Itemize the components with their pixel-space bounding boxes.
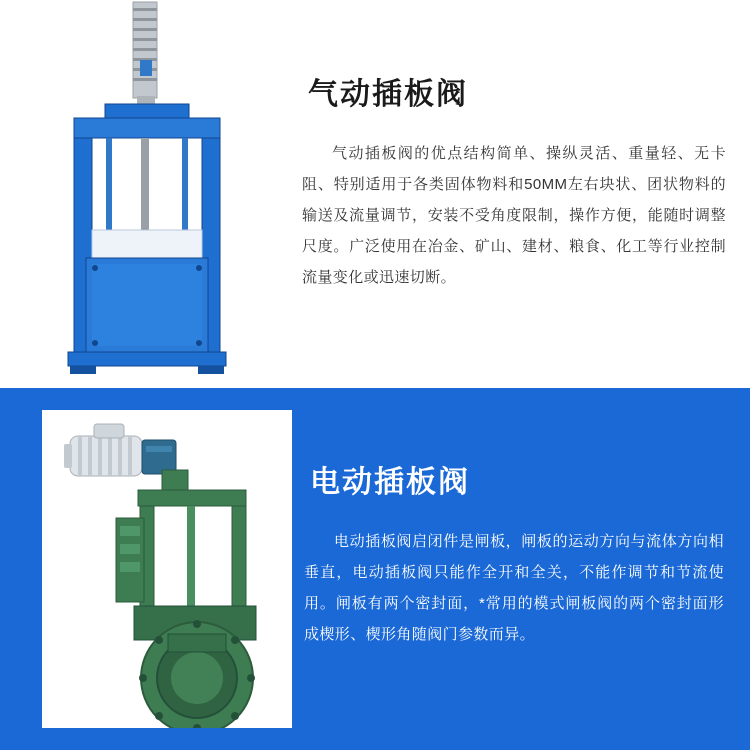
electric-valve-photo-card <box>42 410 292 728</box>
electric-valve-text <box>300 388 750 750</box>
electric-valve-illustration <box>42 410 292 728</box>
pneumatic-valve-text <box>290 0 750 388</box>
electric-valve-description: 电动插板阀启闭件是闸板，闸板的运动方向与流体方向相垂直，电动插板阀只能作全开和全关，不能作调节和节流使用。闸板有两个密封面，*常用的模式闸板阀的两个密封面形成楔形、楔形角随阀门参数而异。 <box>304 533 724 643</box>
pneumatic-valve-title: 气动插板阀 <box>308 78 468 111</box>
pneumatic-valve-image <box>0 0 290 388</box>
pneumatic-valve-description: 气动插板阀的优点结构简单、操纵灵活、重量轻、无卡阻、特别适用于各类固体物料和50MM左右块状、团状物料的输送及流量调节，安装不受角度限制，操作方便，能随时调整尺度。广泛使用在冶金、矿山、建材、粮食、化工等行业控制流量变化或迅速切断。 <box>302 145 726 286</box>
electric-valve-image <box>0 388 300 750</box>
section-electric-valve <box>0 388 750 750</box>
pneumatic-valve-illustration <box>0 0 290 388</box>
electric-valve-title: 电动插板阀 <box>310 466 470 499</box>
